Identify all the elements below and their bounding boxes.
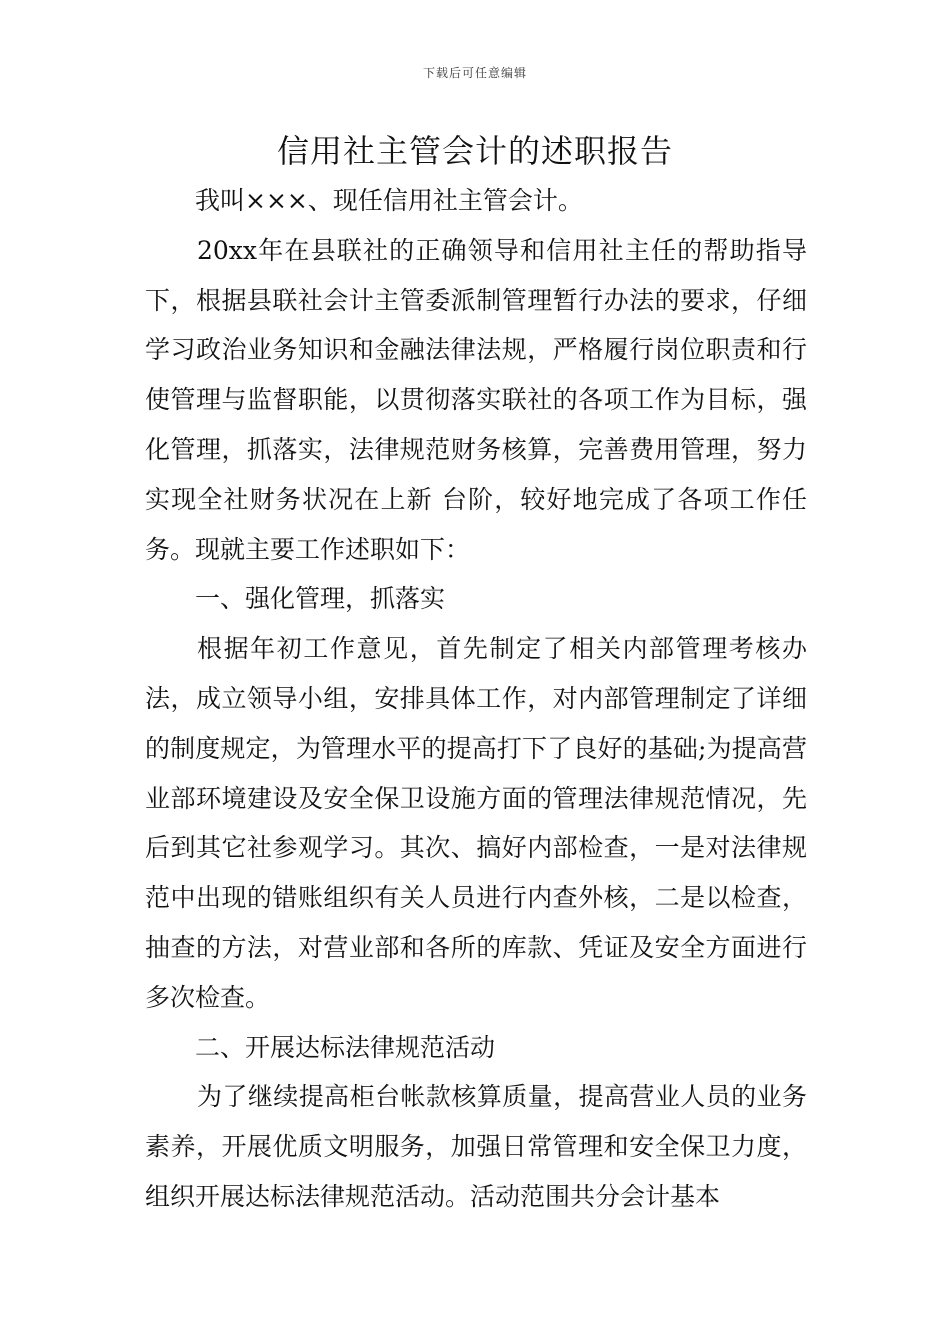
header-note: 下载后可任意编辑 (422, 66, 527, 80)
section-heading: 一、强化管理，抓落实 (195, 584, 446, 614)
section-heading: 二、开展达标法律规范活动 (195, 1032, 496, 1062)
body-paragraph: 根据年初工作意见，首先制定了相关内部管理考核办法，成立领导小组，安排具体工作，对内部管理制定了详细的制度规定，为管理水平的提高打下了良好的基础;为提高营业部环境建设及安全保卫设施方面的管理法律规范情况，先后到其它社参观学习。其次、搞好内部检查，一是对法律规范中出现的错账组织有关人员进行内查外核，二是以检查，抽查的方法，对营业部和各所的库款、凭证及安全方面进行多次检查。 (145, 634, 807, 1012)
document-body (145, 176, 807, 1222)
document-title: 信用社主管会计的述职报告 (276, 132, 673, 170)
body-paragraph: 为了继续提高柜台帐款核算质量，提高营业人员的业务素养，开展优质文明服务，加强日常管理和安全保卫力度，组织开展达标法律规范活动。活动范围共分会计基本 (145, 1082, 807, 1211)
intro-paragraph: 我叫×××、现任信用社主管会计。 (195, 186, 583, 215)
body-paragraph: 20xx年在县联社的正确领导和信用社主任的帮助指导下，根据县联社会计主管委派制管理暂行办法的要求，仔细学习政治业务知识和金融法律法规，严格履行岗位职责和行使管理与监督职能，以贯彻落实联社的各项工作为目标，强化管理，抓落实，法律规范财务核算，完善费用管理，努力实现全社财务状况在上新 台阶，较好地完成了各项工作任务。现就主要工作述职如下： (145, 235, 807, 564)
